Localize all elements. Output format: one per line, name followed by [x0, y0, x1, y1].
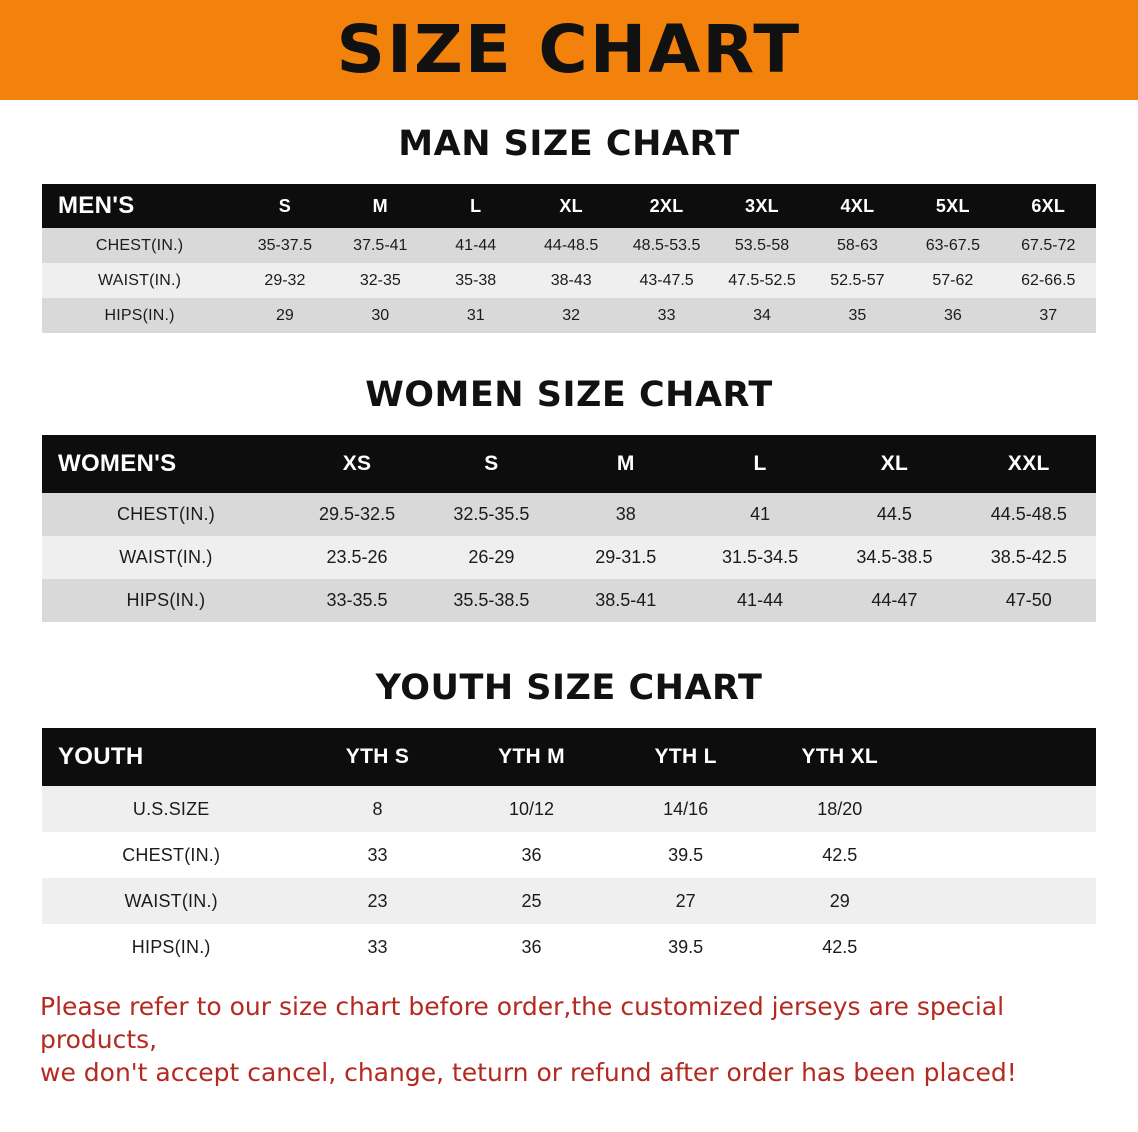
page-title: SIZE CHART [336, 11, 802, 88]
table-row [42, 263, 1096, 298]
cell: 44-48.5 [523, 228, 618, 263]
man-size-table [42, 184, 1096, 333]
cell: 14/16 [609, 786, 763, 832]
youth-size-header: YTH XL [801, 745, 878, 768]
cell: 34.5-38.5 [827, 536, 961, 579]
policy-note-line-1: Please refer to our size chart before order,the customized jerseys are special products, [40, 992, 1005, 1054]
youth-header-label: YOUTH [58, 743, 144, 770]
cell: 32 [523, 298, 618, 333]
youth-size-table [42, 728, 1096, 970]
cell: 30 [333, 298, 428, 333]
cell: 34 [714, 298, 809, 333]
cell: 8 [300, 786, 454, 832]
row-label: U.S.SIZE [42, 786, 300, 832]
man-size-header: 4XL [840, 195, 875, 216]
cell: 53.5-58 [714, 228, 809, 263]
youth-size-header: YTH S [345, 745, 410, 768]
cell: 41-44 [428, 228, 523, 263]
man-size-header: 5XL [935, 195, 970, 216]
cell: 36 [455, 832, 609, 878]
women-size-header: L [753, 452, 767, 475]
row-label: CHEST(IN.) [42, 493, 290, 536]
man-size-header: L [470, 195, 482, 216]
cell: 38 [559, 493, 693, 536]
man-table-wrap [0, 184, 1138, 333]
women-size-table [42, 435, 1096, 622]
women-header-row [42, 435, 1096, 493]
cell: 35 [810, 298, 905, 333]
women-size-header: M [616, 452, 635, 475]
row-label: CHEST(IN.) [42, 832, 300, 878]
women-header-label: WOMEN'S [58, 450, 177, 477]
row-label: WAIST(IN.) [42, 263, 237, 298]
cell: 39.5 [609, 832, 763, 878]
man-size-header: S [278, 195, 292, 216]
cell: 31.5-34.5 [693, 536, 827, 579]
cell: 10/12 [455, 786, 609, 832]
cell: 35-38 [428, 263, 523, 298]
cell: 18/20 [763, 786, 917, 832]
man-size-header: 2XL [649, 195, 684, 216]
cell: 37 [1001, 298, 1096, 333]
page-banner [0, 0, 1138, 100]
cell: 67.5-72 [1001, 228, 1096, 263]
man-size-header: M [372, 195, 388, 216]
cell: 33 [300, 924, 454, 970]
cell: 48.5-53.5 [619, 228, 714, 263]
cell: 57-62 [905, 263, 1000, 298]
cell: 26-29 [424, 536, 558, 579]
man-size-header: XL [559, 195, 583, 216]
women-table-head [42, 435, 1096, 493]
cell: 33 [619, 298, 714, 333]
cell: 44.5 [827, 493, 961, 536]
cell: 44-47 [827, 579, 961, 622]
cell: 39.5 [609, 924, 763, 970]
cell: 42.5 [763, 924, 917, 970]
table-row [42, 536, 1096, 579]
cell [917, 786, 1096, 832]
row-label: WAIST(IN.) [42, 536, 290, 579]
youth-size-header: YTH L [654, 745, 717, 768]
youth-table-head [42, 728, 1096, 786]
cell: 29 [237, 298, 332, 333]
cell: 32.5-35.5 [424, 493, 558, 536]
cell: 63-67.5 [905, 228, 1000, 263]
women-table-wrap [0, 435, 1138, 622]
cell: 41-44 [693, 579, 827, 622]
cell: 29.5-32.5 [290, 493, 424, 536]
row-label: CHEST(IN.) [42, 228, 237, 263]
cell: 38.5-42.5 [962, 536, 1096, 579]
cell [917, 878, 1096, 924]
cell: 25 [455, 878, 609, 924]
table-row [42, 924, 1096, 970]
table-row [42, 579, 1096, 622]
man-header-label: MEN'S [58, 192, 135, 219]
youth-spacer-header [917, 728, 1096, 786]
cell: 32-35 [333, 263, 428, 298]
cell: 29-32 [237, 263, 332, 298]
policy-note [40, 990, 1098, 1089]
cell: 35-37.5 [237, 228, 332, 263]
cell: 44.5-48.5 [962, 493, 1096, 536]
cell: 42.5 [763, 832, 917, 878]
women-size-header: XL [880, 452, 909, 475]
cell: 29-31.5 [559, 536, 693, 579]
cell [917, 924, 1096, 970]
cell: 43-47.5 [619, 263, 714, 298]
man-size-header: 3XL [745, 195, 779, 216]
table-row [42, 832, 1096, 878]
women-table-body [42, 493, 1096, 622]
women-size-header: XS [342, 452, 372, 475]
man-table-head [42, 184, 1096, 228]
youth-section-heading: YOUTH SIZE CHART [375, 668, 763, 708]
table-row [42, 298, 1096, 333]
cell: 27 [609, 878, 763, 924]
row-label: WAIST(IN.) [42, 878, 300, 924]
cell: 38.5-41 [559, 579, 693, 622]
cell: 36 [905, 298, 1000, 333]
cell: 29 [763, 878, 917, 924]
cell: 47-50 [962, 579, 1096, 622]
cell: 52.5-57 [810, 263, 905, 298]
table-row [42, 493, 1096, 536]
table-row [42, 878, 1096, 924]
cell: 62-66.5 [1001, 263, 1096, 298]
row-label: HIPS(IN.) [42, 924, 300, 970]
cell: 58-63 [810, 228, 905, 263]
cell: 36 [455, 924, 609, 970]
youth-size-header: YTH M [498, 745, 565, 768]
row-label: HIPS(IN.) [42, 298, 237, 333]
cell: 35.5-38.5 [424, 579, 558, 622]
cell: 37.5-41 [333, 228, 428, 263]
women-size-header: S [484, 452, 499, 475]
cell: 23.5-26 [290, 536, 424, 579]
cell: 47.5-52.5 [714, 263, 809, 298]
cell [917, 832, 1096, 878]
cell: 31 [428, 298, 523, 333]
cell: 38-43 [523, 263, 618, 298]
cell: 41 [693, 493, 827, 536]
table-row [42, 228, 1096, 263]
man-section-heading: MAN SIZE CHART [398, 124, 740, 164]
row-label: HIPS(IN.) [42, 579, 290, 622]
youth-table-wrap [0, 728, 1138, 970]
youth-header-row [42, 728, 1096, 786]
cell: 33-35.5 [290, 579, 424, 622]
man-table-body [42, 228, 1096, 333]
policy-note-line-2: we don't accept cancel, change, teturn or refund after order has been placed! [40, 1058, 1017, 1087]
cell: 23 [300, 878, 454, 924]
youth-table-body [42, 786, 1096, 970]
table-row [42, 786, 1096, 832]
cell: 33 [300, 832, 454, 878]
man-size-header: 6XL [1031, 195, 1066, 216]
women-size-header: XXL [1007, 452, 1050, 475]
man-header-row [42, 184, 1096, 228]
women-section-heading: WOMEN SIZE CHART [365, 375, 773, 415]
